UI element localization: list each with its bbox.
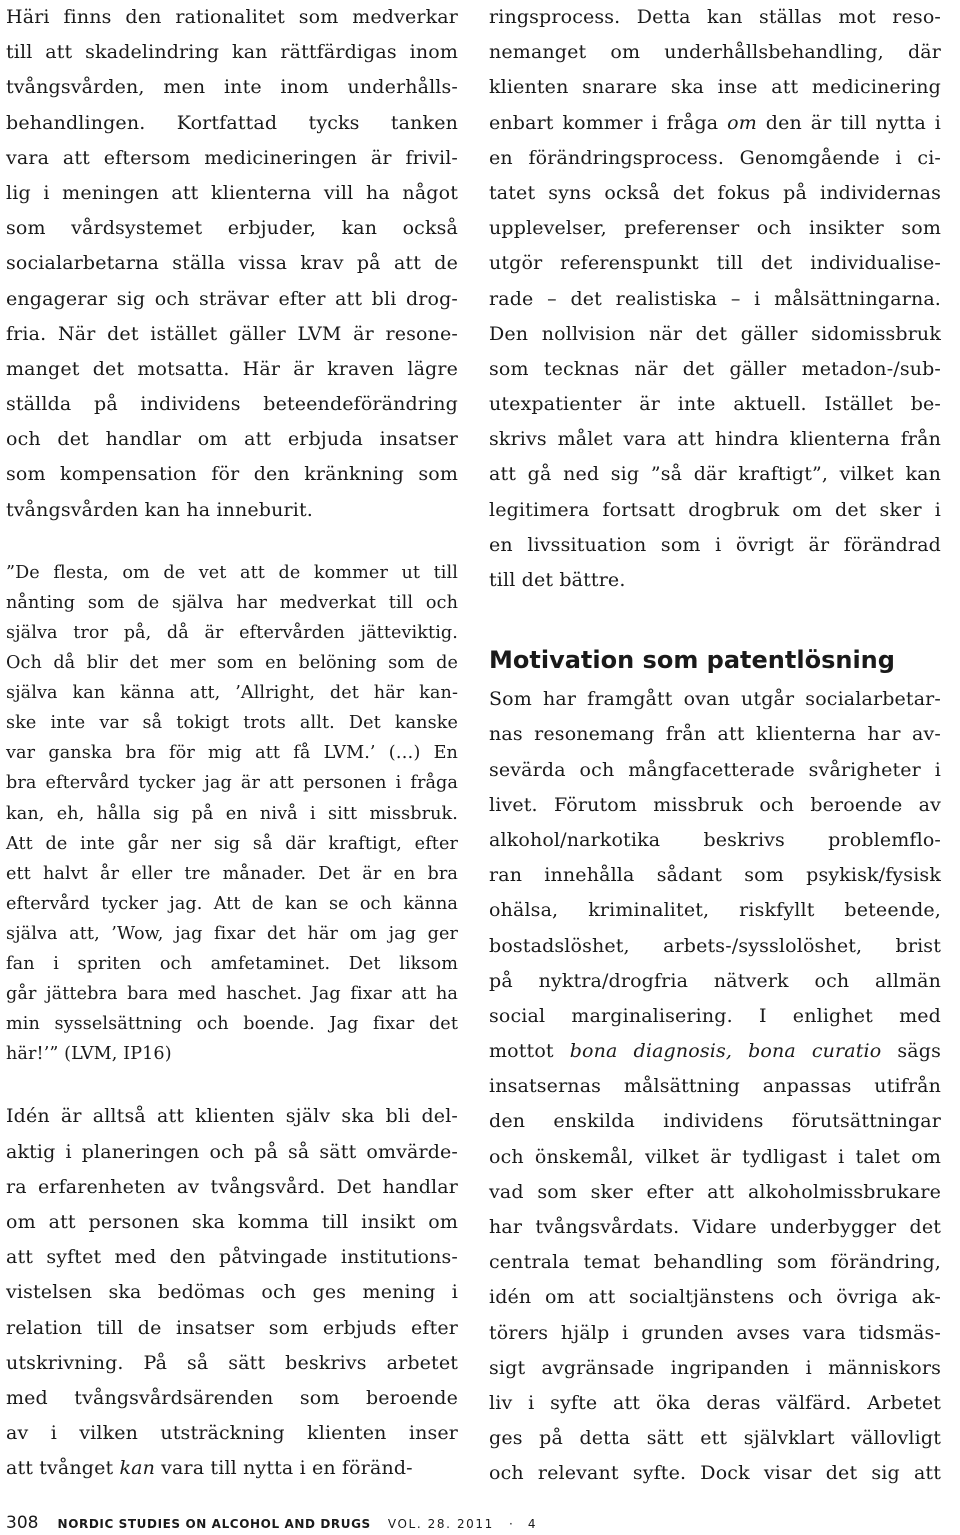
page-number: 308 (6, 1513, 39, 1533)
text-line: nas resonemang från att klienterna har av- (489, 723, 941, 746)
text-line: ”De flesta, om de vet att de kommer ut till (6, 562, 458, 583)
text-line: en förändringsprocess. Genomgående i ci- (489, 146, 941, 169)
text-line: Häri finns den rationalitet som medverkar (6, 6, 458, 28)
text-line: bra eftervård tycker jag är att personen i fråga (6, 773, 458, 794)
text-line: har tvångsvårdats. Vidare underbygger det (489, 1216, 941, 1238)
text-line: tvångsvården, men inte inom underhålls- (6, 76, 458, 99)
text-line: social marginalisering. I enlighet med (489, 1004, 941, 1027)
text-line: och det handlar om att erbjuda insatser (6, 428, 458, 451)
text-line: vistelsen ska bedömas och ges mening i (6, 1281, 458, 1304)
text-line: utexpatienter är inte aktuell. Istället be- (489, 393, 941, 416)
text-line: eftervård tycker jag. Att de kan se och känna (6, 893, 458, 914)
text-line: socialarbetarna ställa vissa krav på att de (6, 252, 458, 275)
text-line: min sysselsättning och boende. Jag fixar det (6, 1014, 458, 1035)
text-line: alkohol/narkotika beskrivs problemflo- (489, 828, 941, 851)
text-line: idén om att socialtjänstens och övriga ak- (489, 1286, 941, 1309)
journal-volume: VOL. 28. 2011 (387, 1517, 494, 1531)
text-line: vara att eftersom medicineringen är frivil- (6, 146, 458, 169)
paragraph-motivation-rest (489, 1069, 941, 1491)
text-line: tvångsvården kan ha inneburit. (6, 498, 313, 521)
text-line: till det bättre. (489, 569, 626, 591)
left-column (6, 0, 458, 1486)
text-line: den enskilda individens förutsättningar (489, 1110, 941, 1133)
text-line: själva kan känna att, ’Allright, det här kan- (6, 683, 458, 704)
text-line: nånting som de själva har medverkat till och (6, 592, 458, 613)
text-line: sevärda och mångfacetterade svårigheter i (489, 758, 941, 781)
text-line: rade – det realistiska – i målsättningarna. (489, 287, 941, 310)
text-line: klienten snarare ska inse att medicinering (489, 76, 941, 99)
text-line: mottot bona diagnosis, bona curatio sägs (489, 1040, 941, 1063)
text-line: ske inte var så tokigt trots allt. Det kanske (6, 713, 458, 734)
text-line: att tvånget kan vara till nytta i en föränd- (6, 1457, 413, 1480)
text-line: törers hjälp i grunden avses vara tidsmäs- (489, 1321, 941, 1344)
text-line: utgör referenspunkt till det individualise- (489, 252, 941, 275)
text-line: lig i meningen att klienterna vill ha något (6, 181, 458, 204)
text-line: fria. När det istället gäller LVM är resone- (6, 322, 458, 345)
text-line: sigt avgränsade ingripanden i människors (489, 1356, 941, 1379)
paragraph-motivation (489, 682, 941, 1034)
text-line: med tvångsvårdsärenden som beroende (6, 1386, 458, 1409)
text-line: Att de inte går ner sig så där kraftigt, efter (6, 833, 458, 854)
text-line: var ganska bra för mig att få LVM.’ (…) En (6, 743, 458, 764)
text-line: aktig i planeringen och på så sätt omvärde- (6, 1140, 458, 1163)
text-line: själva tror på, då är eftervården jätteviktig. (6, 623, 458, 643)
text-line: av i vilken utsträckning klienten inser (6, 1422, 458, 1445)
text-line: fan i spriten och amfetaminet. Det liksom (6, 954, 458, 975)
text-line: kan, eh, hålla sig på en nivå i sitt missbruk. (6, 803, 458, 824)
text-line: ran innehålla sådant som psykisk/fysisk (489, 864, 941, 887)
paragraph-intro (6, 0, 458, 528)
text-line: insatsernas målsättning anpassas utifrån (489, 1075, 941, 1098)
text-line: livet. Förutom missbruk och beroende av (489, 793, 941, 816)
text-line: nemanget om underhållsbehandling, där (489, 41, 941, 64)
text-line: Och då blir det mer som en belöning som de (6, 653, 458, 674)
journal-name: NORDIC STUDIES ON ALCOHOL AND DRUGS (57, 1517, 371, 1531)
text-line: att gå ned sig ”så där kraftigt”, vilket kan (489, 463, 941, 486)
text-line: och önskemål, vilket är tydligast i talet om (489, 1145, 941, 1168)
text-line: här!’” (LVM, IP16) (6, 1044, 172, 1065)
text-line: tatet syns också det fokus på individernas (489, 181, 941, 204)
journal-issue: 4 (527, 1517, 536, 1531)
text-line: bostadslöshet, arbets-/sysslolöshet, brist (489, 934, 941, 957)
text-line: Idén är alltså att klienten själv ska bli del- (6, 1105, 458, 1128)
text-line: går jättebra bara med haschet. Jag fixar att ha (6, 984, 458, 1005)
text-line: om att personen ska komma till insikt om (6, 1210, 458, 1233)
paragraph-continuation-rest (489, 141, 941, 598)
text-line: till att skadelindring kan rättfärdigas inom (6, 41, 458, 64)
text-line: legitimera fortsatt drogbruk om det sker i (489, 498, 941, 521)
text-line: utskrivning. På så sätt beskrivs arbetet (6, 1351, 458, 1374)
section-heading: Motivation som patentlösning (489, 646, 895, 675)
text-line: Som har framgått ovan utgår socialarbetar- (489, 688, 941, 711)
text-line: ges på detta sätt ett självklart vällovligt (489, 1427, 941, 1450)
text-line: ohälsa, kriminalitet, riskfyllt beteende, (489, 899, 941, 922)
text-line: skrivs målet vara att hindra klienterna från (489, 428, 941, 451)
text-line: Den nollvision när det gäller sidomissbruk (489, 322, 941, 345)
footer-separator: · (508, 1517, 513, 1531)
text-line: ringsprocess. Detta kan ställas mot reso- (489, 6, 941, 28)
text-line: som tecknas när det gäller metadon-/sub- (489, 357, 941, 380)
text-line: på nyktra/drogfria nätverk och allmän (489, 969, 941, 992)
text-line: engagerar sig och strävar efter att bli drog- (6, 287, 458, 310)
text-line: behandlingen. Kortfattad tycks tanken (6, 111, 458, 134)
interview-quote (6, 558, 458, 1070)
text-line: manget det motsatta. Här är kraven lägre (6, 357, 458, 380)
text-line: liv i syfte att öka deras välfärd. Arbetet (489, 1391, 941, 1414)
text-line: och relevant syfte. Dock visar det sig att (489, 1462, 941, 1485)
text-line: som kompensation för den kränkning som (6, 463, 458, 486)
text-line: upplevelser, preferenser och insikter som (489, 217, 941, 240)
paragraph-continuation (489, 0, 941, 106)
text-line: enbart kommer i fråga om den är till nytta i (489, 111, 942, 134)
text-line: relation till de insatser som erbjuds efter (6, 1316, 458, 1339)
paragraph-idea (6, 1099, 458, 1451)
text-line: centrala temat behandling som förändring, (489, 1251, 941, 1274)
text-line: vad som sker efter att alkoholmissbrukare (489, 1180, 941, 1203)
text-line: som vårdsystemet erbjuder, kan också (6, 217, 458, 240)
text-line: att syftet med den påtvingade institutions- (6, 1246, 458, 1269)
text-line: en livssituation som i övrigt är förändrad (489, 533, 941, 556)
text-line: ställda på individens beteendeförändring (6, 393, 458, 416)
page-footer (6, 1512, 536, 1534)
right-column (489, 0, 941, 1492)
text-line: ett halvt år eller tre månader. Det är en bra (6, 863, 458, 884)
text-line: själva att, ’Wow, jag fixar det här om jag ger (6, 923, 458, 944)
text-line: ra erfarenheten av tvångsvård. Det handlar (6, 1175, 458, 1198)
